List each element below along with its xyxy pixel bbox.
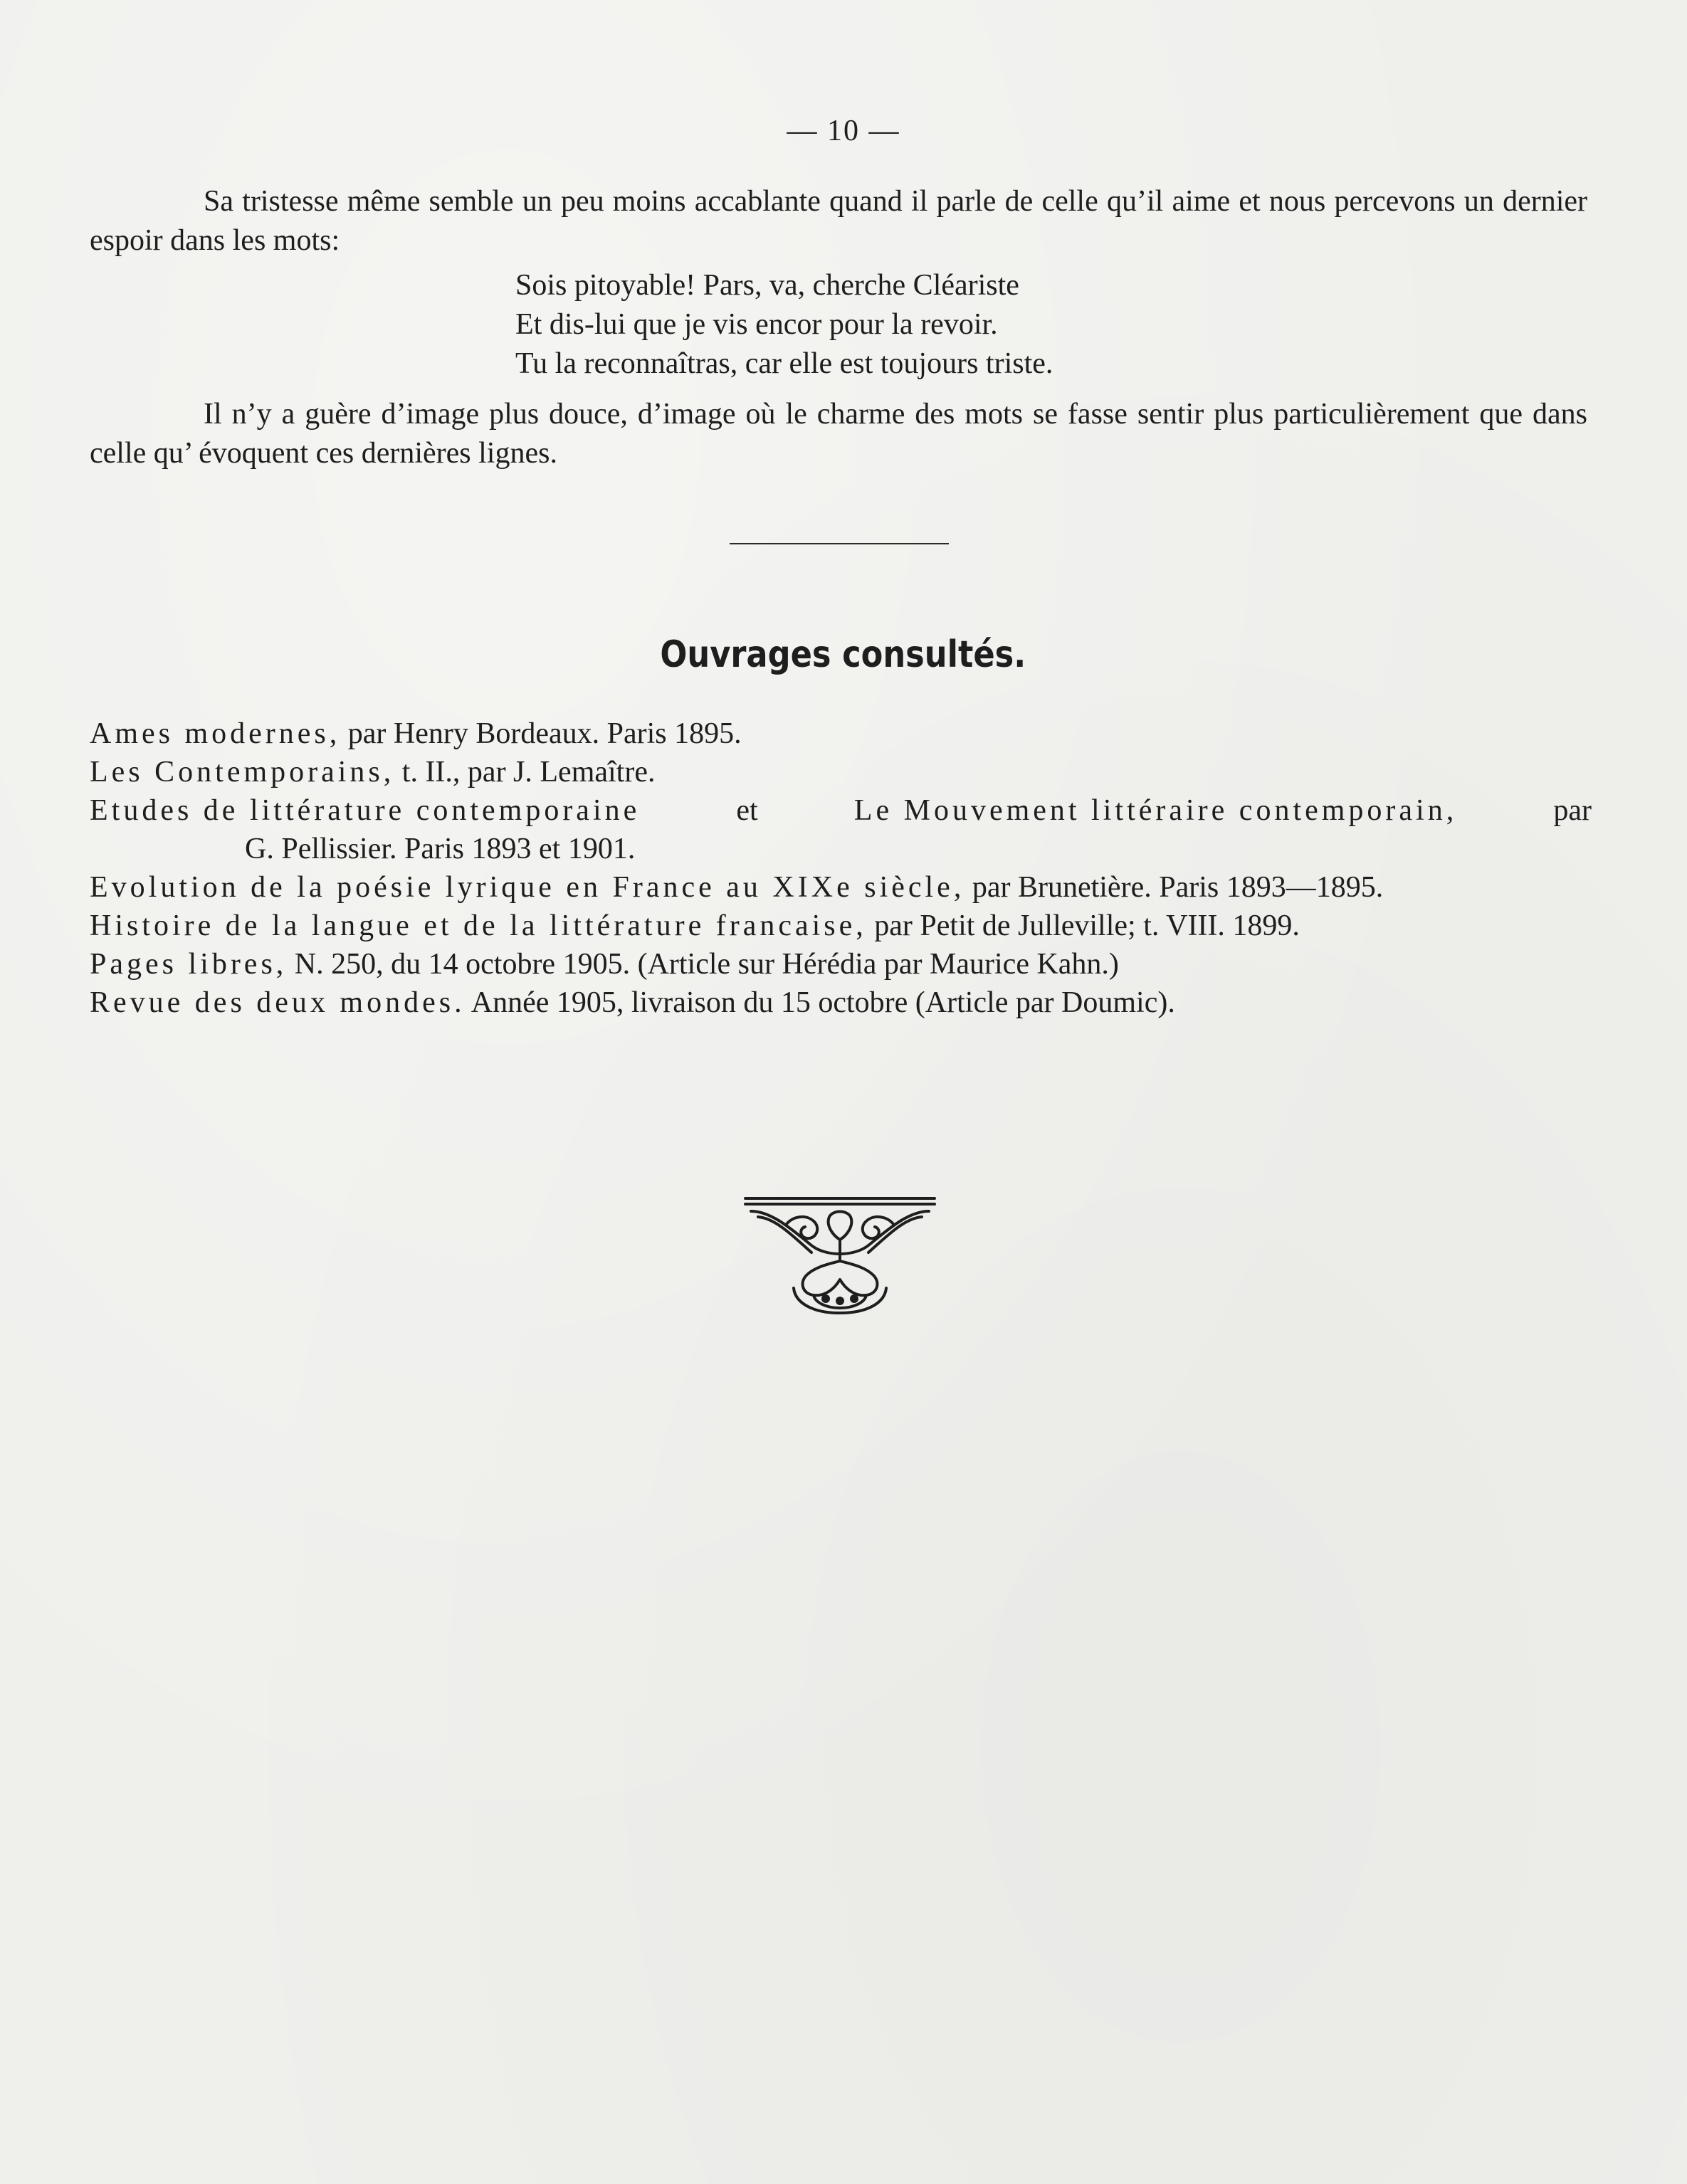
art-nouveau-tailpiece-icon	[744, 1196, 936, 1317]
verse-line: Et dis-lui que je vis encor pour la revoir.	[515, 308, 998, 341]
work-details: et	[736, 794, 758, 827]
bibliography-list	[90, 714, 1592, 1022]
work-title: Etudes de littérature contemporaine	[90, 794, 641, 827]
work-details: N. 250, du 14 octobre 1905. (Article sur Hérédia par Maurice Kahn.)	[287, 948, 1119, 981]
section-heading: Ouvrages consultés.	[660, 633, 1026, 676]
paragraph-1	[90, 182, 1587, 260]
paragraph-2	[90, 395, 1587, 473]
work-title: Revue des deux mondes.	[90, 986, 466, 1019]
work-title: Les Contemporains,	[90, 756, 395, 788]
work-details: Année 1905, livraison du 15 octobre (Article par Doumic).	[465, 986, 1175, 1019]
bibliography-entry	[90, 945, 1592, 983]
work-title: Le Mouvement littéraire contemporain,	[853, 794, 1458, 827]
verse-line: Sois pitoyable! Pars, va, cherche Cléariste	[515, 269, 1019, 302]
bibliography-entry	[90, 983, 1592, 1022]
work-details: t. II., par J. Lemaître.	[394, 756, 656, 788]
bibliography-entry	[90, 907, 1592, 945]
work-title: Pages libres,	[90, 948, 288, 981]
work-details: par Petit de Julleville; t. VIII. 1899.	[866, 909, 1300, 942]
work-details: par	[1553, 794, 1592, 827]
bibliography-entry	[90, 753, 1592, 791]
work-title: Evolution de la poésie lyrique en France au XIXe siècle,	[90, 871, 965, 904]
bibliography-entry	[90, 714, 1592, 753]
paragraph-1-text: Sa tristesse même semble un peu moins accablante quand il parle de celle qu’il aime et nous percevons un dernier espoir dans les mots:	[90, 185, 1587, 257]
section-divider	[730, 543, 949, 544]
work-details: par Brunetière. Paris 1893—1895.	[965, 871, 1384, 904]
verse-quote	[515, 266, 1053, 384]
verse-line: Tu la reconnaîtras, car elle est toujours triste.	[515, 347, 1053, 380]
bibliography-entry-continuation: G. Pellissier. Paris 1893 et 1901.	[245, 833, 636, 865]
bibliography-entry	[90, 868, 1592, 907]
work-title: Histoire de la langue et de la littérature francaise,	[90, 909, 867, 942]
page-number: — 10 —	[787, 115, 900, 147]
bibliography-entry	[90, 791, 1592, 830]
work-title: Ames modernes,	[90, 717, 341, 750]
paragraph-2-text: Il n’y a guère d’image plus douce, d’image où le charme des mots se fasse sentir plus particulièrement que dans celle qu’ évoquent ces dernières lignes.	[90, 398, 1587, 470]
work-details: par Henry Bordeaux. Paris 1895.	[340, 717, 742, 750]
